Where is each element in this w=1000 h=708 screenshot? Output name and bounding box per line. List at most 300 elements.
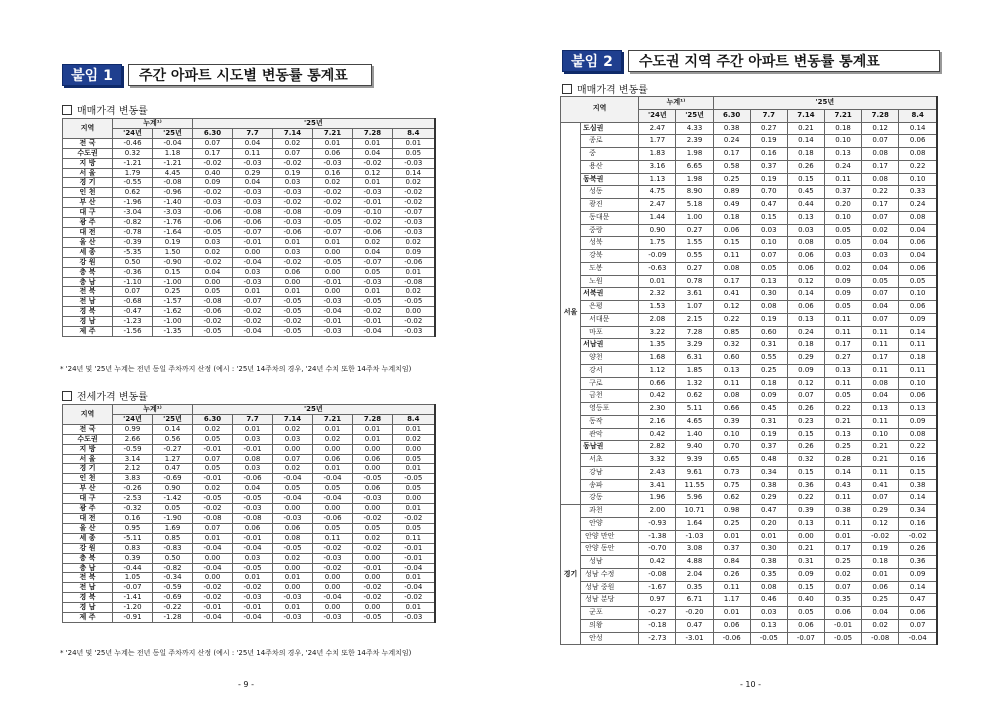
value-cell: 3.22 <box>639 326 676 339</box>
value-cell: -1.90 <box>153 513 193 523</box>
value-cell: -0.03 <box>393 227 435 237</box>
value-cell: 0.12 <box>787 377 824 390</box>
region-cell: 경 기 <box>63 178 113 188</box>
value-cell: -0.02 <box>313 563 353 573</box>
value-cell: 0.06 <box>713 619 750 632</box>
value-cell: -2.73 <box>639 632 676 645</box>
table-row <box>561 275 938 288</box>
page-title: 수도권 지역 주간 아파트 변동률 통계표 <box>628 50 940 72</box>
table-row <box>561 377 938 390</box>
value-cell: -0.01 <box>193 444 233 454</box>
value-cell: 0.00 <box>313 504 353 514</box>
value-cell: 0.13 <box>899 403 937 416</box>
value-cell: 0.08 <box>750 581 787 594</box>
jeonse-rate-table <box>62 404 436 623</box>
value-cell: -0.04 <box>193 563 233 573</box>
value-cell: 0.01 <box>313 138 353 148</box>
value-cell: 0.00 <box>353 464 393 474</box>
region-cell: 광 주 <box>63 218 113 228</box>
value-cell: 0.14 <box>825 466 862 479</box>
value-cell: -1.20 <box>113 603 153 613</box>
footnote: * '24년 및 '25년 누계는 전년 동일 주차까지 산정 (예시 : '25년 14주차의 경우, '24년 수치 또한 14주차 누계치임) <box>60 365 412 373</box>
value-cell: 0.04 <box>353 148 393 158</box>
value-cell: 0.21 <box>825 415 862 428</box>
value-cell: 3.61 <box>676 288 713 301</box>
district-cell: 강동 <box>581 492 639 505</box>
value-cell: 0.24 <box>899 199 937 212</box>
district-cell: 강서 <box>581 364 639 377</box>
value-cell: 0.01 <box>273 603 313 613</box>
value-cell: -0.08 <box>639 568 676 581</box>
value-cell: 0.17 <box>713 148 750 161</box>
value-cell: -0.05 <box>825 632 862 645</box>
table-row <box>561 160 938 173</box>
region-cell: 인 천 <box>63 188 113 198</box>
region-cell: 충 남 <box>63 277 113 287</box>
table-row <box>63 307 435 317</box>
value-cell: 1.50 <box>153 247 193 257</box>
value-cell: 0.01 <box>273 573 313 583</box>
value-cell: 0.21 <box>862 441 899 454</box>
table-row <box>561 428 938 441</box>
value-cell: 0.07 <box>193 454 233 464</box>
value-cell: 0.97 <box>639 594 676 607</box>
value-cell: 0.00 <box>273 277 313 287</box>
value-cell: 0.00 <box>313 444 353 454</box>
value-cell: 2.16 <box>639 415 676 428</box>
value-cell: -0.47 <box>113 307 153 317</box>
value-cell: 0.08 <box>713 390 750 403</box>
value-cell: -0.04 <box>193 613 233 623</box>
value-cell: -0.07 <box>787 632 824 645</box>
value-cell: 0.05 <box>393 523 435 533</box>
value-cell: 0.20 <box>750 517 787 530</box>
table-row <box>561 224 938 237</box>
value-cell: 0.46 <box>750 594 787 607</box>
district-cell: 의왕 <box>581 619 639 632</box>
region-cell: 수도권 <box>63 148 113 158</box>
value-cell: 0.00 <box>353 603 393 613</box>
value-cell: 0.00 <box>787 530 824 543</box>
value-cell: -0.02 <box>862 530 899 543</box>
value-cell: -1.57 <box>153 297 193 307</box>
district-cell: 성남 <box>581 556 639 569</box>
table-row <box>63 218 435 228</box>
value-cell: 1.12 <box>639 364 676 377</box>
value-cell: -0.02 <box>193 317 233 327</box>
value-cell: -0.01 <box>313 277 353 287</box>
value-cell: 0.73 <box>713 466 750 479</box>
value-cell: 0.06 <box>899 237 937 250</box>
table-row <box>63 563 435 573</box>
value-cell: 0.04 <box>862 237 899 250</box>
value-cell: -0.06 <box>313 513 353 523</box>
value-cell: 0.19 <box>273 168 313 178</box>
value-cell: -0.02 <box>353 543 393 553</box>
value-cell: 0.01 <box>353 178 393 188</box>
cum-2024-header: '24년 <box>113 414 153 424</box>
value-cell: 0.56 <box>153 434 193 444</box>
value-cell: -0.07 <box>313 227 353 237</box>
value-cell: -1.38 <box>639 530 676 543</box>
value-cell: 1.68 <box>639 352 676 365</box>
value-cell: 1.64 <box>676 517 713 530</box>
value-cell: 0.44 <box>787 199 824 212</box>
value-cell: 1.13 <box>639 173 676 186</box>
value-cell: 0.06 <box>233 523 273 533</box>
value-cell: 0.00 <box>353 504 393 514</box>
value-cell: -0.08 <box>193 297 233 307</box>
value-cell: 0.10 <box>750 237 787 250</box>
value-cell: 0.25 <box>713 517 750 530</box>
value-cell: 0.15 <box>153 267 193 277</box>
value-cell: 0.25 <box>153 287 193 297</box>
value-cell: -0.78 <box>113 227 153 237</box>
district-cell: 안양 만안 <box>581 530 639 543</box>
value-cell: 0.17 <box>862 160 899 173</box>
cumulative-header: 누계¹⁾ <box>639 97 713 110</box>
value-cell: 0.01 <box>353 424 393 434</box>
value-cell: -0.22 <box>153 603 193 613</box>
value-cell: -0.03 <box>313 553 353 563</box>
table-row <box>63 158 435 168</box>
value-cell: 0.02 <box>353 237 393 247</box>
value-cell: -1.40 <box>153 198 193 208</box>
value-cell: 0.06 <box>787 262 824 275</box>
value-cell: 0.11 <box>862 326 899 339</box>
value-cell: 0.01 <box>393 504 435 514</box>
value-cell: -0.04 <box>393 583 435 593</box>
value-cell: 0.02 <box>862 224 899 237</box>
table-row <box>561 173 938 186</box>
value-cell: 0.07 <box>825 581 862 594</box>
table-row <box>561 211 938 224</box>
value-cell: -0.02 <box>193 583 233 593</box>
capital-area-sale-table <box>560 96 938 645</box>
value-cell: -0.02 <box>393 198 435 208</box>
table-row <box>63 237 435 247</box>
district-cell: 서대문 <box>581 313 639 326</box>
value-cell: 0.19 <box>862 543 899 556</box>
value-cell: 0.00 <box>313 583 353 593</box>
table-row <box>561 607 938 620</box>
table-row <box>63 543 435 553</box>
value-cell: 0.09 <box>787 364 824 377</box>
value-cell: 0.02 <box>825 568 862 581</box>
value-cell: 0.95 <box>113 523 153 533</box>
value-cell: -0.02 <box>233 307 273 317</box>
value-cell: 0.04 <box>233 178 273 188</box>
value-cell: 0.29 <box>862 505 899 518</box>
table-row <box>63 573 435 583</box>
value-cell: -1.62 <box>153 307 193 317</box>
value-cell: 0.19 <box>750 313 787 326</box>
value-cell: -1.64 <box>153 227 193 237</box>
value-cell: 0.14 <box>899 581 937 594</box>
value-cell: 0.22 <box>787 492 824 505</box>
value-cell: 0.05 <box>862 275 899 288</box>
value-cell: -2.53 <box>113 494 153 504</box>
value-cell: -0.03 <box>233 198 273 208</box>
sale-rate-table <box>62 118 436 337</box>
value-cell: -0.93 <box>639 517 676 530</box>
right-page <box>500 0 1000 708</box>
value-cell: 0.02 <box>393 434 435 444</box>
district-cell: 송파 <box>581 479 639 492</box>
district-cell: 서북권 <box>581 288 639 301</box>
value-cell: 4.88 <box>676 556 713 569</box>
region-cell: 충 북 <box>63 267 113 277</box>
table-row <box>561 466 938 479</box>
value-cell: 0.00 <box>193 573 233 583</box>
table-row <box>561 441 938 454</box>
value-cell: 0.02 <box>273 553 313 563</box>
value-cell: 0.14 <box>787 135 824 148</box>
footnote: * '24년 및 '25년 누계는 전년 동일 주차까지 산정 (예시 : '25년 14주차의 경우, '24년 수치 또한 14주차 누계치임) <box>60 649 412 657</box>
value-cell: -1.67 <box>639 581 676 594</box>
district-cell: 영등포 <box>581 403 639 416</box>
value-cell: -1.00 <box>153 277 193 287</box>
value-cell: 0.18 <box>750 377 787 390</box>
value-cell: 0.05 <box>353 267 393 277</box>
table-row <box>561 556 938 569</box>
table-row <box>63 444 435 454</box>
value-cell: -0.03 <box>233 188 273 198</box>
value-cell: 0.06 <box>787 250 824 263</box>
table-row <box>561 339 938 352</box>
value-cell: 0.12 <box>862 122 899 135</box>
value-cell: 0.09 <box>193 178 233 188</box>
district-cell: 마포 <box>581 326 639 339</box>
table-row <box>63 178 435 188</box>
value-cell: 0.05 <box>899 275 937 288</box>
value-cell: -0.03 <box>313 613 353 623</box>
value-cell: 0.01 <box>313 237 353 247</box>
value-cell: -0.08 <box>153 178 193 188</box>
value-cell: 0.37 <box>825 186 862 199</box>
value-cell: 0.12 <box>713 301 750 314</box>
value-cell: 0.10 <box>825 211 862 224</box>
value-cell: 0.38 <box>750 556 787 569</box>
value-cell: 0.04 <box>233 138 273 148</box>
value-cell: -5.11 <box>113 533 153 543</box>
value-cell: -0.02 <box>353 583 393 593</box>
table-row <box>561 199 938 212</box>
value-cell: -0.07 <box>233 227 273 237</box>
value-cell: 0.13 <box>862 403 899 416</box>
district-cell: 중 <box>581 148 639 161</box>
value-cell: 0.01 <box>273 287 313 297</box>
value-cell: 0.00 <box>273 563 313 573</box>
district-cell: 구로 <box>581 377 639 390</box>
value-cell: -0.01 <box>313 317 353 327</box>
value-cell: -0.03 <box>193 198 233 208</box>
value-cell: -0.05 <box>233 563 273 573</box>
value-cell: -0.06 <box>713 632 750 645</box>
value-cell: 2.00 <box>639 505 676 518</box>
value-cell: 0.00 <box>313 573 353 583</box>
table-row <box>63 247 435 257</box>
region-cell: 울 산 <box>63 237 113 247</box>
value-cell: 0.98 <box>713 505 750 518</box>
value-cell: 5.11 <box>676 403 713 416</box>
value-cell: -0.34 <box>153 573 193 583</box>
value-cell: 0.13 <box>825 364 862 377</box>
week-header: 7.7 <box>233 128 273 138</box>
value-cell: -0.08 <box>233 513 273 523</box>
value-cell: 0.10 <box>825 135 862 148</box>
value-cell: 0.40 <box>193 168 233 178</box>
section-heading-sale: 매매가격 변동률 <box>562 81 648 96</box>
cum-2025-header: '25년 <box>676 109 713 122</box>
value-cell: 0.42 <box>639 428 676 441</box>
value-cell: -0.03 <box>353 188 393 198</box>
value-cell: 0.07 <box>862 135 899 148</box>
value-cell: -0.03 <box>353 277 393 287</box>
value-cell: 0.15 <box>787 581 824 594</box>
value-cell: -0.20 <box>676 607 713 620</box>
value-cell: -0.03 <box>233 158 273 168</box>
value-cell: 0.00 <box>233 247 273 257</box>
value-cell: 0.06 <box>899 607 937 620</box>
value-cell: 0.05 <box>825 301 862 314</box>
value-cell: 0.22 <box>825 403 862 416</box>
value-cell: 0.47 <box>899 594 937 607</box>
value-cell: 0.09 <box>393 247 435 257</box>
value-cell: -0.63 <box>639 262 676 275</box>
cum-2025-header: '25년 <box>153 414 193 424</box>
value-cell: -0.06 <box>193 218 233 228</box>
value-cell: 0.38 <box>713 122 750 135</box>
value-cell: 0.29 <box>233 168 273 178</box>
region-cell: 전 국 <box>63 424 113 434</box>
value-cell: 1.83 <box>639 148 676 161</box>
region-cell: 전 북 <box>63 287 113 297</box>
value-cell: -3.04 <box>113 208 153 218</box>
value-cell: 0.09 <box>899 568 937 581</box>
value-cell: 0.18 <box>825 122 862 135</box>
value-cell: 0.00 <box>273 504 313 514</box>
table-row <box>63 168 435 178</box>
value-cell: 0.24 <box>825 160 862 173</box>
value-cell: 0.11 <box>862 415 899 428</box>
value-cell: -0.04 <box>273 474 313 484</box>
district-cell: 광진 <box>581 199 639 212</box>
district-cell: 서초 <box>581 454 639 467</box>
value-cell: 0.13 <box>825 148 862 161</box>
value-cell: 0.37 <box>750 160 787 173</box>
table-row <box>561 364 938 377</box>
value-cell: -0.08 <box>233 208 273 218</box>
value-cell: 0.07 <box>899 619 937 632</box>
value-cell: -0.69 <box>153 593 193 603</box>
value-cell: 0.07 <box>113 287 153 297</box>
week-header: 7.28 <box>353 414 393 424</box>
value-cell: 0.11 <box>862 466 899 479</box>
value-cell: 2.39 <box>676 135 713 148</box>
value-cell: -0.02 <box>273 158 313 168</box>
week-header: 8.4 <box>393 414 435 424</box>
page-number: - 9 - <box>238 680 254 689</box>
value-cell: 3.08 <box>676 543 713 556</box>
value-cell: 0.15 <box>899 466 937 479</box>
value-cell: 0.11 <box>713 581 750 594</box>
value-cell: 0.22 <box>899 441 937 454</box>
value-cell: -0.03 <box>273 188 313 198</box>
value-cell: 0.83 <box>113 543 153 553</box>
value-cell: 0.33 <box>899 186 937 199</box>
value-cell: 0.18 <box>787 339 824 352</box>
value-cell: 0.00 <box>313 287 353 297</box>
week-header: 7.7 <box>750 109 787 122</box>
value-cell: 0.05 <box>153 504 193 514</box>
value-cell: 0.17 <box>193 148 233 158</box>
week-header: 6.30 <box>193 414 233 424</box>
value-cell: -0.08 <box>862 632 899 645</box>
value-cell: 0.03 <box>233 434 273 444</box>
value-cell: 0.70 <box>713 441 750 454</box>
value-cell: -0.39 <box>113 237 153 247</box>
value-cell: -0.08 <box>393 277 435 287</box>
value-cell: 0.01 <box>393 464 435 474</box>
value-cell: -0.05 <box>313 218 353 228</box>
value-cell: 0.26 <box>713 568 750 581</box>
value-cell: 0.31 <box>750 339 787 352</box>
region-header: 지역 <box>561 97 639 123</box>
value-cell: 1.75 <box>639 237 676 250</box>
district-cell: 군포 <box>581 607 639 620</box>
value-cell: 0.09 <box>825 288 862 301</box>
value-cell: 0.21 <box>787 543 824 556</box>
table-row <box>561 390 938 403</box>
region-cell: 부 산 <box>63 198 113 208</box>
value-cell: 0.13 <box>825 428 862 441</box>
value-cell: -1.41 <box>113 593 153 603</box>
value-cell: 0.07 <box>862 313 899 326</box>
value-cell: 0.01 <box>233 287 273 297</box>
value-cell: 0.13 <box>787 517 824 530</box>
value-cell: 2.04 <box>676 568 713 581</box>
value-cell: -0.04 <box>313 307 353 317</box>
value-cell: -0.02 <box>193 593 233 603</box>
value-cell: 0.11 <box>825 326 862 339</box>
value-cell: -1.21 <box>113 158 153 168</box>
value-cell: 0.03 <box>233 267 273 277</box>
value-cell: -0.26 <box>113 484 153 494</box>
table-row <box>561 313 938 326</box>
value-cell: 0.04 <box>899 250 937 263</box>
week-header: 8.4 <box>899 109 937 122</box>
value-cell: 0.02 <box>313 178 353 188</box>
district-cell: 성남 수정 <box>581 568 639 581</box>
region-cell: 부 산 <box>63 484 113 494</box>
value-cell: 0.05 <box>393 484 435 494</box>
table-row <box>63 613 435 623</box>
value-cell: 0.00 <box>353 573 393 583</box>
value-cell: 0.41 <box>862 479 899 492</box>
value-cell: 0.17 <box>713 275 750 288</box>
table-row <box>63 583 435 593</box>
value-cell: 4.65 <box>676 415 713 428</box>
value-cell: -0.02 <box>193 504 233 514</box>
table-row <box>63 148 435 158</box>
value-cell: 0.07 <box>862 288 899 301</box>
value-cell: -0.06 <box>193 307 233 317</box>
value-cell: 0.26 <box>787 403 824 416</box>
value-cell: 0.10 <box>899 288 937 301</box>
value-cell: 0.03 <box>750 224 787 237</box>
value-cell: -0.02 <box>193 158 233 168</box>
